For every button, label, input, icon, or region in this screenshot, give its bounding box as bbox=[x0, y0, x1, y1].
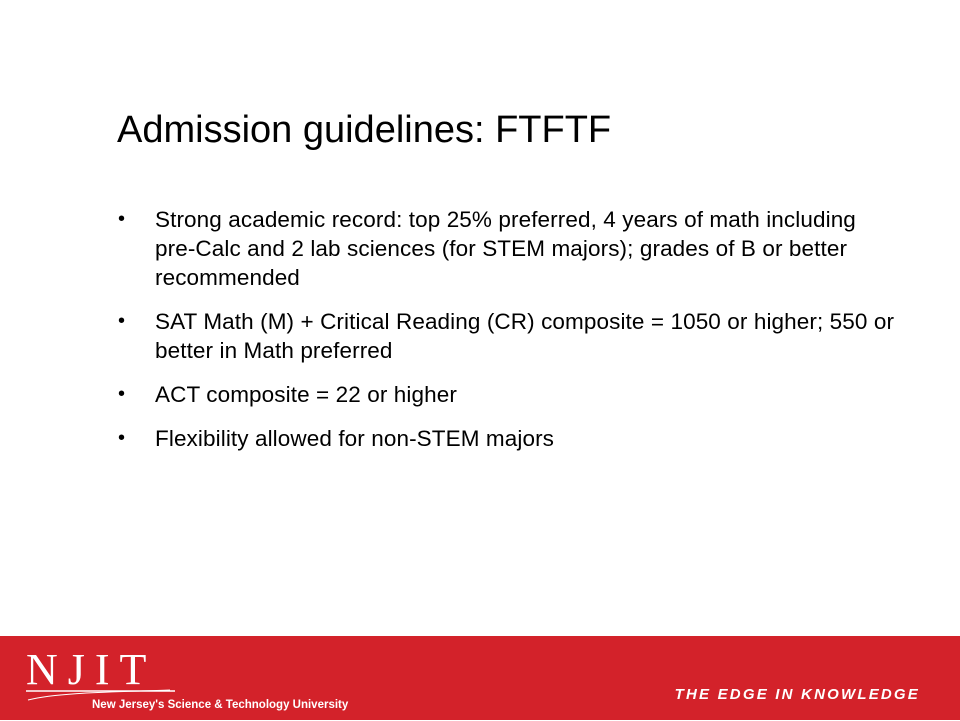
bullet-list bbox=[117, 205, 897, 468]
bullet-item bbox=[117, 205, 897, 292]
bullet-item bbox=[117, 307, 897, 365]
bullet-marker: • bbox=[118, 310, 126, 332]
bullet-text: Strong academic record: top 25% preferred, 4 years of math including pre-Calc and 2 lab sciences (for STEM majors); grades of B or better recommended bbox=[155, 207, 856, 290]
bullet-marker: • bbox=[118, 208, 126, 230]
logo-subtitle: New Jersey's Science & Technology University bbox=[92, 699, 349, 711]
slide-title: Admission guidelines: FTFTF bbox=[117, 109, 612, 151]
footer-band bbox=[0, 636, 960, 720]
bullet-text: Flexibility allowed for non-STEM majors bbox=[155, 426, 555, 451]
bullet-item bbox=[117, 380, 897, 409]
bullet-marker: • bbox=[118, 427, 126, 449]
njit-logo-graphic bbox=[20, 642, 360, 716]
logo-wordmark: NJIT bbox=[26, 645, 157, 694]
bullet-item bbox=[117, 424, 897, 453]
tagline: THE EDGE IN KNOWLEDGE bbox=[674, 686, 920, 703]
bullet-text: SAT Math (M) + Critical Reading (CR) composite = 1050 or higher; 550 or better in Math preferred bbox=[155, 309, 895, 363]
bullet-marker: • bbox=[118, 383, 126, 405]
bullet-text: ACT composite = 22 or higher bbox=[155, 382, 457, 407]
njit-logo bbox=[20, 642, 360, 716]
